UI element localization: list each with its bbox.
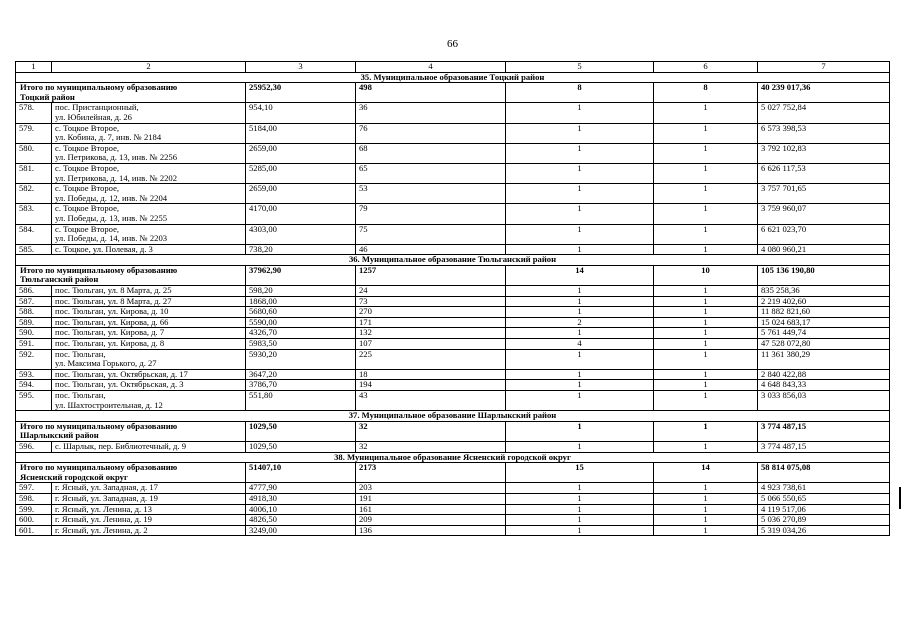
table-row (16, 483, 890, 494)
column-number: 3 (246, 62, 356, 73)
address-line: ул. Петрикова, д. 14, инв. № 2202 (55, 172, 178, 183)
row-col6: 1 (654, 317, 758, 328)
row-number: 589. (16, 317, 52, 328)
row-address (52, 224, 246, 244)
row-number: 587. (16, 296, 52, 307)
row-area: 4918,30 (246, 493, 356, 504)
row-cost: 5 761 449,74 (758, 328, 890, 339)
column-number: 2 (52, 62, 246, 73)
column-number: 4 (356, 62, 506, 73)
row-cost: 3 759 960,07 (758, 204, 890, 224)
row-cost: 47 528 072,80 (758, 339, 890, 350)
section-total-row (16, 463, 890, 483)
row-col5: 1 (506, 143, 654, 163)
row-cost: 5 027 752,84 (758, 103, 890, 123)
row-address (52, 483, 246, 494)
table-row (16, 493, 890, 504)
row-residents: 32 (356, 441, 506, 452)
address-line: с. Тоцкое Второе, (55, 183, 120, 194)
row-number: 579. (16, 123, 52, 143)
row-area: 4326,70 (246, 328, 356, 339)
row-col5: 1 (506, 515, 654, 526)
section-total-row (16, 421, 890, 441)
row-residents: 46 (356, 244, 506, 255)
total-label-line: Итого по муниципальному образованию (20, 421, 178, 431)
row-cost: 835 258,36 (758, 286, 890, 297)
row-cost: 2 219 402,60 (758, 296, 890, 307)
address-line: пос. Тюльган, ул. Октябрьская, д. 3 (55, 379, 184, 390)
row-residents: 18 (356, 369, 506, 380)
row-col6: 1 (654, 339, 758, 350)
row-cost: 4 119 517,06 (758, 504, 890, 515)
table-row (16, 441, 890, 452)
row-cost: 2 840 422,88 (758, 369, 890, 380)
row-area: 5680,60 (246, 307, 356, 318)
row-area: 1868,00 (246, 296, 356, 307)
row-area: 5930,20 (246, 349, 356, 369)
row-col5: 1 (506, 103, 654, 123)
total-col5: 14 (506, 265, 654, 285)
table-row (16, 184, 890, 204)
row-residents: 65 (356, 163, 506, 183)
address-line: пос. Тюльган, ул. Кирова, д. 66 (55, 317, 169, 327)
row-cost: 3 774 487,15 (758, 441, 890, 452)
row-col6: 1 (654, 328, 758, 339)
row-address (52, 515, 246, 526)
row-col6: 1 (654, 380, 758, 391)
row-residents: 270 (356, 307, 506, 318)
row-residents: 191 (356, 493, 506, 504)
total-label (16, 265, 246, 285)
table-row (16, 286, 890, 297)
row-col5: 1 (506, 328, 654, 339)
row-area: 4170,00 (246, 204, 356, 224)
row-area: 3786,70 (246, 380, 356, 391)
row-address (52, 317, 246, 328)
table-row (16, 307, 890, 318)
row-cost: 3 757 701,65 (758, 184, 890, 204)
total-label-line: Итого по муниципальному образованию (20, 462, 178, 473)
total-label-line: Шарлыкский район (20, 430, 99, 441)
address-line: пос. Тюльган, ул. 8 Марта, д. 27 (55, 296, 172, 306)
address-line: пос. Тюльган, ул. Кирова, д. 7 (55, 327, 165, 338)
total-area: 37962,90 (246, 265, 356, 285)
row-col5: 1 (506, 525, 654, 536)
address-line: с. Тоцкое Второе, (55, 163, 120, 173)
total-cost: 58 814 075,08 (758, 463, 890, 483)
table-row (16, 244, 890, 255)
row-col5: 1 (506, 369, 654, 380)
address-line: пос. Тюльган, ул. Кирова, д. 10 (55, 306, 169, 317)
section-header-row (16, 72, 890, 83)
row-number: 595. (16, 391, 52, 411)
row-cost: 5 036 270,89 (758, 515, 890, 526)
row-number: 586. (16, 286, 52, 297)
table-row (16, 328, 890, 339)
table-row (16, 224, 890, 244)
row-area: 551,80 (246, 391, 356, 411)
row-address (52, 328, 246, 339)
row-number: 580. (16, 143, 52, 163)
total-col6: 1 (654, 421, 758, 441)
row-area: 4777,90 (246, 483, 356, 494)
row-col6: 1 (654, 286, 758, 297)
table-row (16, 525, 890, 536)
row-col6: 1 (654, 515, 758, 526)
total-label-line: Итого по муниципальному образованию (20, 82, 178, 93)
row-number: 578. (16, 103, 52, 123)
total-col5: 15 (506, 463, 654, 483)
row-address (52, 184, 246, 204)
total-area: 25952,30 (246, 83, 356, 103)
address-line: ул. Шахтостроительная, д. 12 (55, 399, 163, 410)
address-line: пос. Тюльган, ул. 8 Марта, д. 25 (55, 285, 172, 296)
row-cost: 5 319 034,26 (758, 525, 890, 536)
column-number-row (16, 62, 890, 73)
address-line: ул. Кобина, д. 7, инв. № 2184 (55, 132, 162, 143)
row-cost: 11 882 821,60 (758, 307, 890, 318)
total-cost: 105 136 190,80 (758, 265, 890, 285)
total-label (16, 463, 246, 483)
total-label (16, 83, 246, 103)
row-number: 593. (16, 369, 52, 380)
row-col6: 1 (654, 163, 758, 183)
total-area: 1029,50 (246, 421, 356, 441)
row-number: 582. (16, 184, 52, 204)
column-number: 6 (654, 62, 758, 73)
row-area: 4006,10 (246, 504, 356, 515)
row-cost: 3 792 102,83 (758, 143, 890, 163)
row-address (52, 493, 246, 504)
table-row (16, 317, 890, 328)
address-line: с. Тоцкое Второе, (55, 224, 120, 234)
row-residents: 36 (356, 103, 506, 123)
address-line: пос. Тюльган, (55, 390, 106, 400)
row-col6: 1 (654, 184, 758, 204)
total-label-line: Тоцкий район (20, 91, 75, 102)
row-col5: 1 (506, 349, 654, 369)
table-row (16, 339, 890, 350)
row-col5: 1 (506, 184, 654, 204)
total-col6: 14 (654, 463, 758, 483)
row-col5: 1 (506, 224, 654, 244)
row-address (52, 441, 246, 452)
row-col6: 1 (654, 369, 758, 380)
address-line: г. Ясный, ул. Ленина, д. 13 (55, 504, 152, 514)
table-row (16, 296, 890, 307)
row-number: 581. (16, 163, 52, 183)
table-row (16, 504, 890, 515)
row-cost: 15 024 683,17 (758, 317, 890, 328)
column-number: 5 (506, 62, 654, 73)
row-residents: 136 (356, 525, 506, 536)
page-edge-mark (899, 487, 905, 509)
row-cost: 6 626 117,53 (758, 163, 890, 183)
address-line: г. Ясный, ул. Западная, д. 17 (55, 482, 158, 493)
page-number: 66 (447, 38, 458, 50)
row-area: 4303,00 (246, 224, 356, 244)
row-number: 601. (16, 525, 52, 536)
row-area: 2659,00 (246, 184, 356, 204)
row-col5: 1 (506, 504, 654, 515)
row-number: 598. (16, 493, 52, 504)
row-col6: 1 (654, 224, 758, 244)
section-total-row (16, 265, 890, 285)
row-number: 597. (16, 483, 52, 494)
row-address (52, 143, 246, 163)
address-line: ул. Победы, д. 12, инв. № 2204 (55, 192, 168, 203)
table-row (16, 143, 890, 163)
address-line: пос. Тюльган, ул. Кирова, д. 8 (55, 338, 165, 349)
address-line: г. Ясный, ул. Западная, д. 19 (55, 493, 158, 503)
row-area: 5983,50 (246, 339, 356, 350)
row-residents: 107 (356, 339, 506, 350)
row-col6: 1 (654, 296, 758, 307)
total-residents: 2173 (356, 463, 506, 483)
row-number: 600. (16, 515, 52, 526)
row-area: 954,10 (246, 103, 356, 123)
row-col5: 1 (506, 483, 654, 494)
section-title: 35. Муниципальное образование Тоцкий район (16, 72, 890, 83)
address-line: с. Тоцкое Второе, (55, 143, 120, 153)
row-cost: 6 621 023,70 (758, 224, 890, 244)
address-line: пос. Пристанционный, (55, 102, 139, 113)
section-title: 37. Муниципальное образование Шарлыкский район (16, 411, 890, 422)
row-col5: 1 (506, 391, 654, 411)
row-number: 588. (16, 307, 52, 318)
row-area: 1029,50 (246, 441, 356, 452)
row-address (52, 525, 246, 536)
address-line: с. Шарлык, пер. Библиотечный, д. 9 (55, 441, 186, 451)
address-line: г. Ясный, ул. Ленина, д. 19 (55, 514, 152, 525)
row-residents: 203 (356, 483, 506, 494)
table-row (16, 391, 890, 411)
table-row (16, 349, 890, 369)
table-row (16, 369, 890, 380)
row-number: 584. (16, 224, 52, 244)
row-address (52, 204, 246, 224)
row-col5: 1 (506, 123, 654, 143)
column-number: 1 (16, 62, 52, 73)
row-area: 738,20 (246, 244, 356, 255)
address-line: с. Тоцкое Второе, (55, 123, 120, 133)
row-address (52, 339, 246, 350)
column-number: 7 (758, 62, 890, 73)
address-line: ул. Победы, д. 14, инв. № 2203 (55, 233, 168, 244)
row-number: 591. (16, 339, 52, 350)
housing-table (15, 61, 890, 536)
row-col6: 1 (654, 441, 758, 452)
row-col6: 1 (654, 123, 758, 143)
row-address (52, 369, 246, 380)
total-col5: 1 (506, 421, 654, 441)
total-col6: 10 (654, 265, 758, 285)
row-address (52, 244, 246, 255)
table-row (16, 163, 890, 183)
row-cost: 4 648 843,33 (758, 380, 890, 391)
total-area: 51407,10 (246, 463, 356, 483)
row-residents: 76 (356, 123, 506, 143)
row-address (52, 349, 246, 369)
section-total-row (16, 83, 890, 103)
total-label-line: Тюльганский район (20, 274, 99, 285)
table-row (16, 123, 890, 143)
row-col5: 1 (506, 441, 654, 452)
table-row (16, 380, 890, 391)
row-area: 5184,00 (246, 123, 356, 143)
row-col6: 1 (654, 483, 758, 494)
row-col5: 1 (506, 296, 654, 307)
row-address (52, 391, 246, 411)
table-row (16, 515, 890, 526)
table-body (16, 62, 890, 536)
total-label-line: Ясненский городской округ (20, 471, 128, 482)
row-col6: 1 (654, 204, 758, 224)
address-line: ул. Максима Горького, д. 27 (55, 358, 157, 369)
row-col6: 1 (654, 349, 758, 369)
row-residents: 171 (356, 317, 506, 328)
row-cost: 4 080 960,21 (758, 244, 890, 255)
section-header-row (16, 411, 890, 422)
row-residents: 68 (356, 143, 506, 163)
row-col5: 4 (506, 339, 654, 350)
row-residents: 161 (356, 504, 506, 515)
section-header-row (16, 452, 890, 463)
row-col5: 1 (506, 244, 654, 255)
row-cost: 5 066 550,65 (758, 493, 890, 504)
row-number: 596. (16, 441, 52, 452)
row-number: 592. (16, 349, 52, 369)
row-col6: 1 (654, 244, 758, 255)
row-address (52, 296, 246, 307)
row-col5: 1 (506, 307, 654, 318)
address-line: ул. Петрикова, д. 13, инв. № 2256 (55, 152, 178, 163)
row-number: 583. (16, 204, 52, 224)
row-residents: 24 (356, 286, 506, 297)
address-line: с. Тоцкое Второе, (55, 203, 120, 214)
row-col6: 1 (654, 103, 758, 123)
row-col5: 1 (506, 380, 654, 391)
row-residents: 73 (356, 296, 506, 307)
address-line: пос. Тюльган, ул. Октябрьская, д. 17 (55, 369, 188, 379)
row-col6: 1 (654, 143, 758, 163)
row-area: 598,20 (246, 286, 356, 297)
row-address (52, 380, 246, 391)
row-address (52, 163, 246, 183)
row-address (52, 286, 246, 297)
total-col6: 8 (654, 83, 758, 103)
total-col5: 8 (506, 83, 654, 103)
total-label-line: Итого по муниципальному образованию (20, 265, 178, 275)
row-residents: 225 (356, 349, 506, 369)
address-line: ул. Победы, д. 13, инв. № 2255 (55, 212, 168, 223)
row-number: 594. (16, 380, 52, 391)
total-residents: 1257 (356, 265, 506, 285)
total-cost: 3 774 487,15 (758, 421, 890, 441)
table-row (16, 204, 890, 224)
row-cost: 4 923 738,61 (758, 483, 890, 494)
total-label (16, 421, 246, 441)
row-address (52, 123, 246, 143)
row-address (52, 504, 246, 515)
row-col6: 1 (654, 504, 758, 515)
section-title: 36. Муниципальное образование Тюльганский район (16, 255, 890, 266)
row-area: 4826,50 (246, 515, 356, 526)
row-col5: 1 (506, 204, 654, 224)
section-header-row (16, 255, 890, 266)
row-area: 3249,00 (246, 525, 356, 536)
section-title: 38. Муниципальное образование Ясненский городской округ (16, 452, 890, 463)
row-cost: 3 033 856,03 (758, 391, 890, 411)
row-col5: 1 (506, 493, 654, 504)
row-residents: 79 (356, 204, 506, 224)
table-row (16, 103, 890, 123)
total-cost: 40 239 017,36 (758, 83, 890, 103)
address-line: пос. Тюльган, (55, 349, 106, 359)
row-cost: 6 573 398,53 (758, 123, 890, 143)
row-col6: 1 (654, 525, 758, 536)
row-cost: 11 361 380,29 (758, 349, 890, 369)
row-residents: 209 (356, 515, 506, 526)
row-col6: 1 (654, 391, 758, 411)
row-address (52, 103, 246, 123)
row-residents: 75 (356, 224, 506, 244)
row-col5: 1 (506, 286, 654, 297)
total-residents: 32 (356, 421, 506, 441)
row-col6: 1 (654, 307, 758, 318)
row-col6: 1 (654, 493, 758, 504)
row-number: 585. (16, 244, 52, 255)
row-number: 590. (16, 328, 52, 339)
row-col5: 1 (506, 163, 654, 183)
row-number: 599. (16, 504, 52, 515)
address-line: ул. Юбилейная, д. 26 (55, 111, 132, 122)
row-area: 5285,00 (246, 163, 356, 183)
row-residents: 194 (356, 380, 506, 391)
row-residents: 53 (356, 184, 506, 204)
row-area: 2659,00 (246, 143, 356, 163)
row-residents: 132 (356, 328, 506, 339)
row-area: 5590,00 (246, 317, 356, 328)
address-line: с. Тоцкое, ул. Полевая, д. 3 (55, 244, 153, 254)
row-col5: 2 (506, 317, 654, 328)
row-address (52, 307, 246, 318)
row-residents: 43 (356, 391, 506, 411)
total-residents: 498 (356, 83, 506, 103)
row-area: 3647,20 (246, 369, 356, 380)
address-line: г. Ясный, ул. Ленина, д. 2 (55, 525, 148, 535)
